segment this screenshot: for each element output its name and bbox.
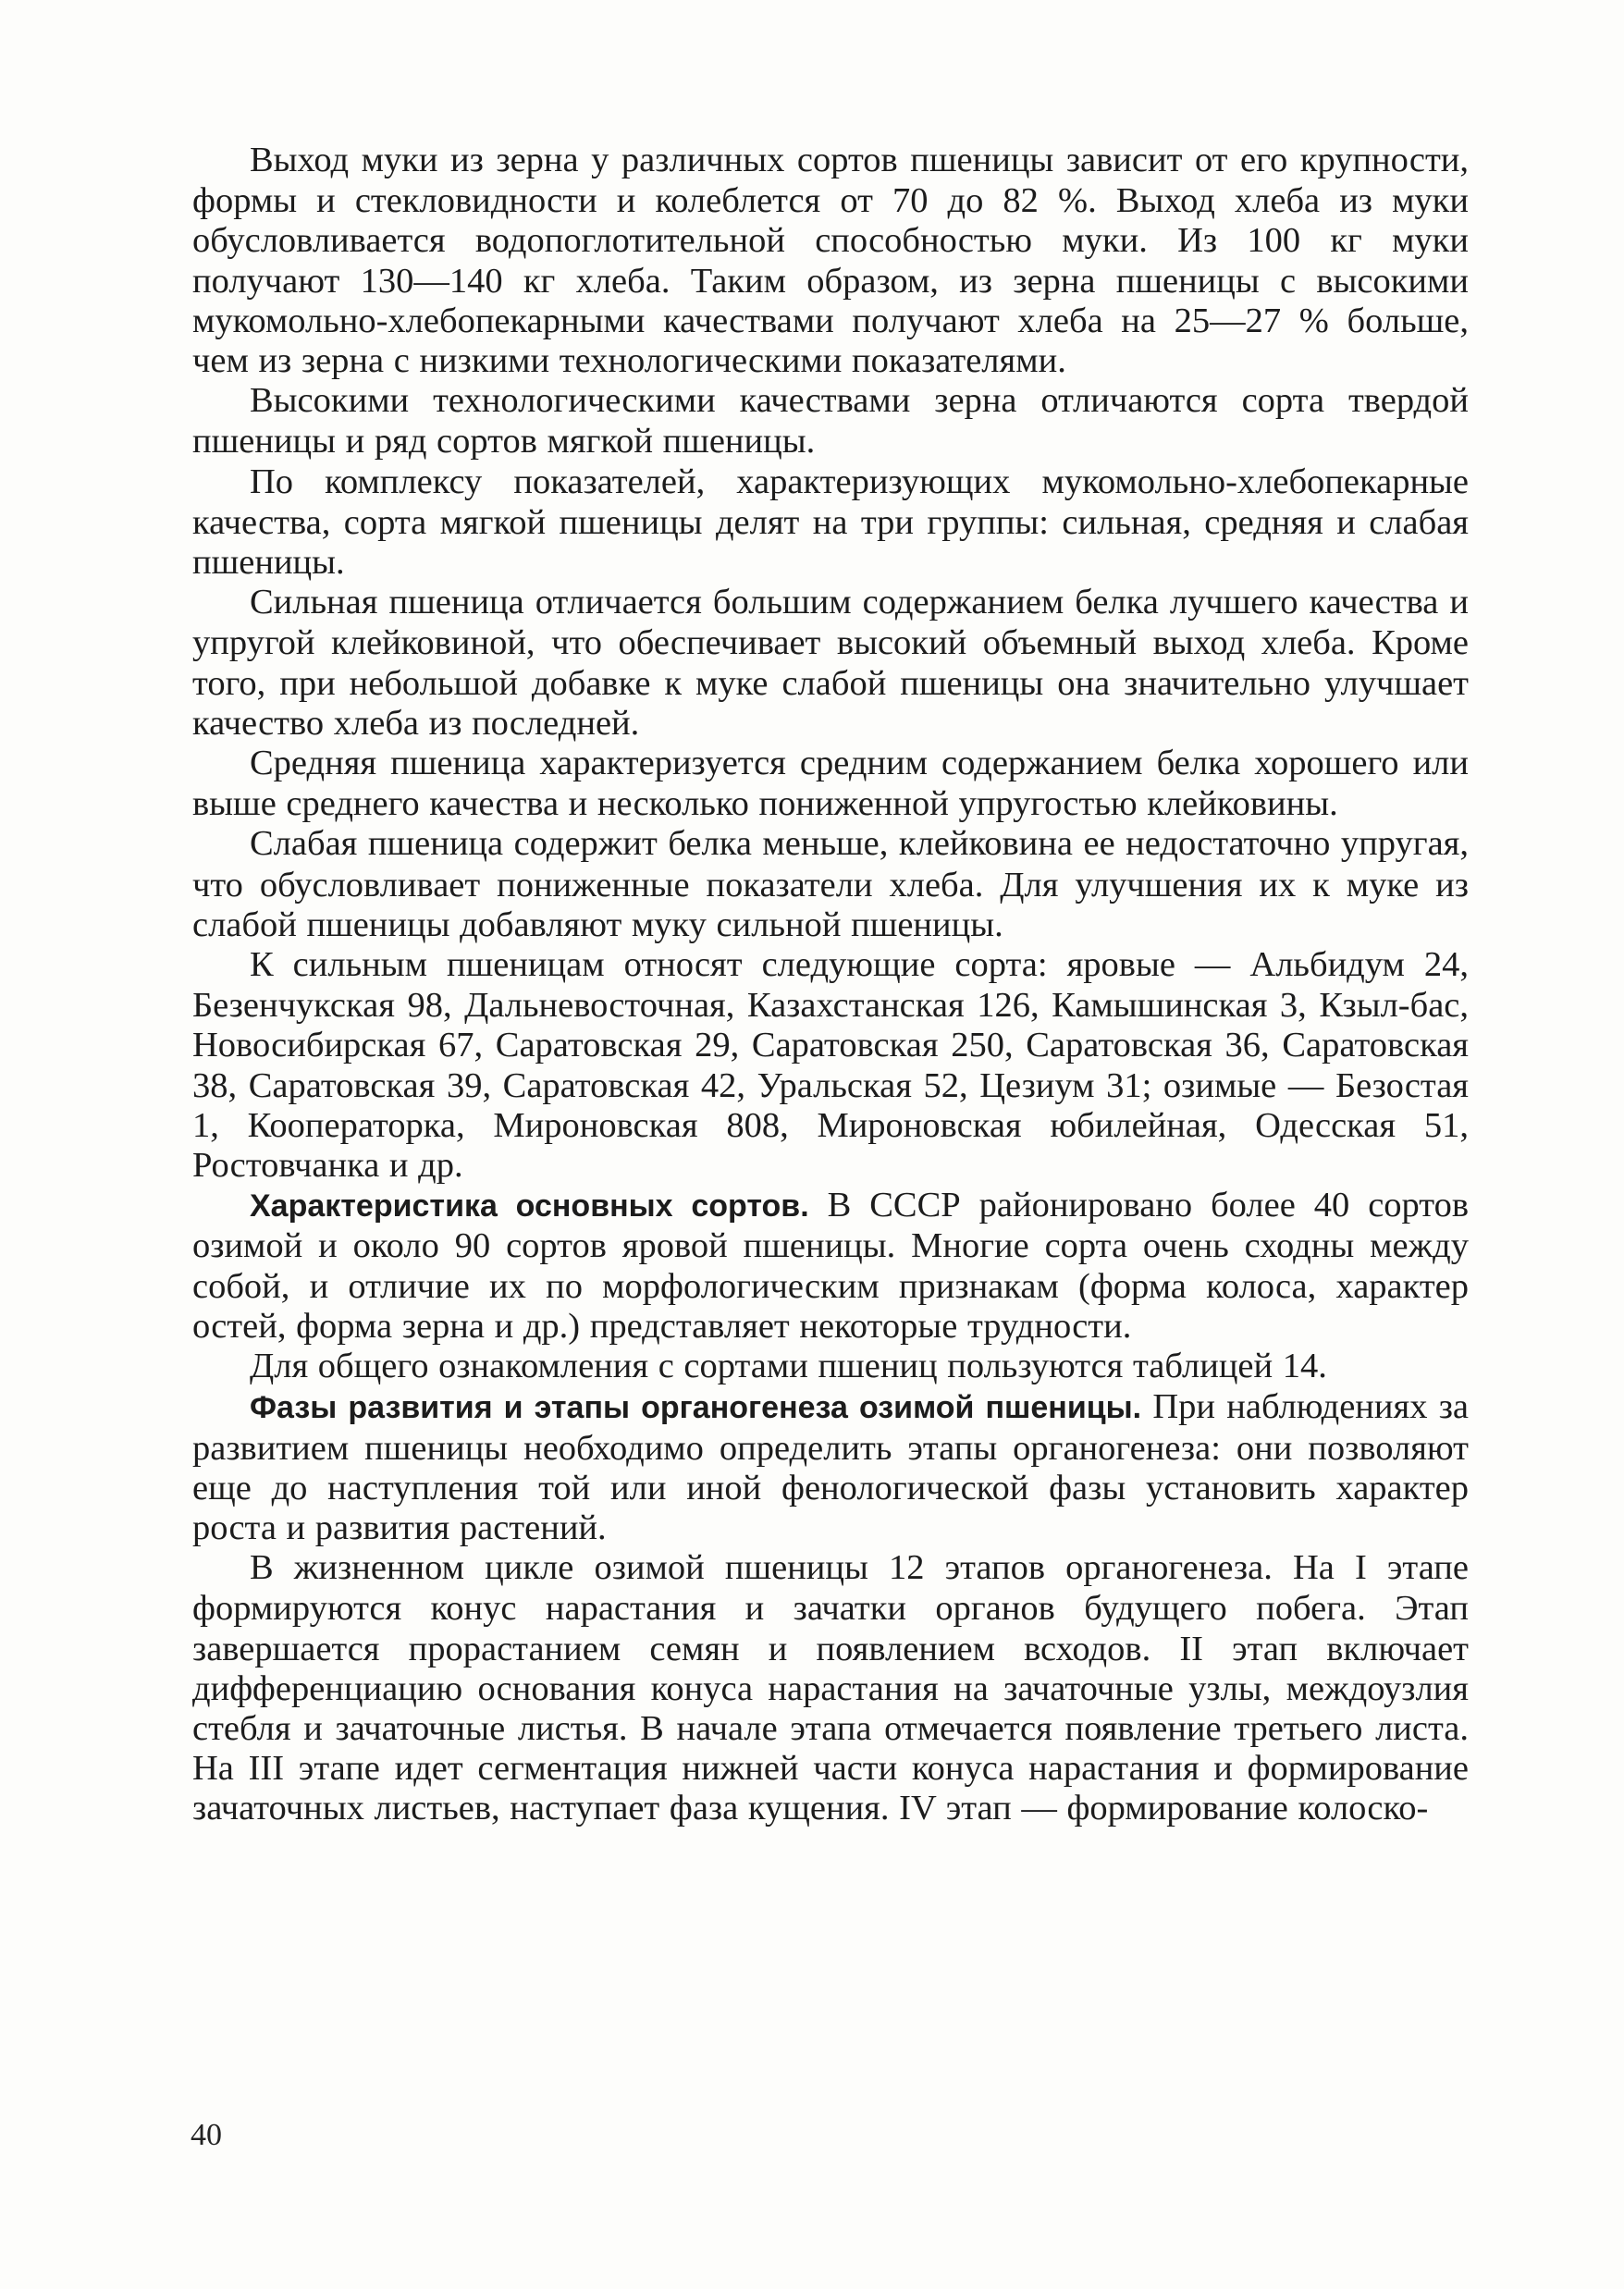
- paragraph-medium-wheat: [192, 744, 1469, 824]
- paragraph-text: Средняя пшеница характеризуется средним содержанием белка хорошего или выше среднего качества и несколько пониженной упругостью клейковины.: [192, 744, 1469, 824]
- paragraph-text: Выход муки из зерна у различных сортов пшеницы зависит от его крупности, формы и стекловидности и колеблется от 70 до 82 %. Выход хлеба из муки обусловливается водопоглотительной способностью муки. Из 100 кг муки получают 130—140 кг хлеба. Таким образом, из зерна пшеницы с высокими мукомольно-хлебопекарными качествами получают хлеба на 25—27 % больше, чем из зерна с низкими технологическими показателями.: [192, 141, 1469, 381]
- paragraph-wheat-groups: [192, 462, 1469, 584]
- paragraph-table-reference: [192, 1347, 1469, 1387]
- paragraph-text: Высокими технологическими качествами зерна отличаются сорта твердой пшеницы и ряд сортов мягкой пшеницы.: [192, 381, 1469, 461]
- paragraph-weak-wheat: [192, 824, 1469, 945]
- paragraph-text: Сильная пшеница отличается большим содержанием белка лучшего качества и упругой клейковиной, что обеспечивает высокий объемный выход хлеба. Кроме того, при небольшой добавке к муке слабой пшеницы она значительно улучшает качество хлеба из последней.: [192, 583, 1469, 743]
- section-heading-development-phases: Фазы развития и этапы органогенеза озимой пшеницы.: [250, 1390, 1142, 1426]
- paragraph-text: В жизненном цикле озимой пшеницы 12 этапов органогенеза. На I этапе формируются конус нарастания и зачатки органов будущего побега. Этап завершается прорастанием семян и появлением всходов. II этап включает дифференциацию основания конуса нарастания на зачаточные узлы, междоузлия стебля и зачаточные листья. В начале этапа отмечается появление третьего листа. На III этапе идет сегментация нижней части конуса нарастания и формирование зачаточных листьев, наступает фаза кущения. IV этап — формирование колоско-: [192, 1548, 1469, 1828]
- paragraph-text: К сильным пшеницам относят следующие сорта: яровые — Альбидум 24, Безенчукская 98, Дальневосточная, Казахстанская 126, Камышинская 3, Кзыл-бас, Новосибирская 67, Саратовская 29, Саратовская 250, Саратовская 36, Саратовская 38, Саратовская 39, Саратовская 42, Уральская 52, Цезиум 31; озимые — Безостая 1, Кооператорка, Мироновская 808, Мироновская юбилейная, Одесская 51, Ростовчанка и др.: [192, 945, 1469, 1186]
- paragraph-flour-yield: [192, 141, 1469, 381]
- paragraph-development-phases: [192, 1387, 1469, 1548]
- page-body: [192, 141, 1469, 1829]
- paragraph-text: Слабая пшеница содержит белка меньше, клейковина ее недостаточно упругая, что обусловливает пониженные показатели хлеба. Для улучшения их к муке из слабой пшеницы добавляют муку сильной пшеницы.: [192, 824, 1469, 944]
- paragraph-text: При наблюдениях за развитием пшеницы необходимо определить этапы органогенеза: они позволяют еще до наступления той или иной фенологической фазы установить характер роста и развития растений.: [192, 1387, 1470, 1547]
- page-number: 40: [191, 2118, 222, 2152]
- paragraph-text: В СССР районировано более 40 сортов озимой и около 90 сортов яровой пшеницы. Многие сорта очень сходны между собой, и отличие их по морфологическим признакам (форма колоса, характер остей, форма зерна и др.) представляет некоторые трудности.: [192, 1186, 1470, 1346]
- paragraph-text: По комплексу показателей, характеризующих мукомольно-хлебопекарные качества, сорта мягкой пшеницы делят на три группы: сильная, средняя и слабая пшеницы.: [192, 461, 1469, 583]
- paragraph-high-quality-varieties: [192, 381, 1469, 461]
- paragraph-strong-varieties-list: [192, 945, 1469, 1186]
- paragraph-strong-wheat: [192, 583, 1469, 744]
- paragraph-organogenesis-stages: [192, 1548, 1469, 1828]
- paragraph-text: Для общего ознакомления с сортами пшениц пользуются таблицей 14.: [250, 1347, 1327, 1386]
- section-heading-main-varieties: Характеристика основных сортов.: [250, 1188, 809, 1224]
- paragraph-main-varieties: [192, 1186, 1469, 1347]
